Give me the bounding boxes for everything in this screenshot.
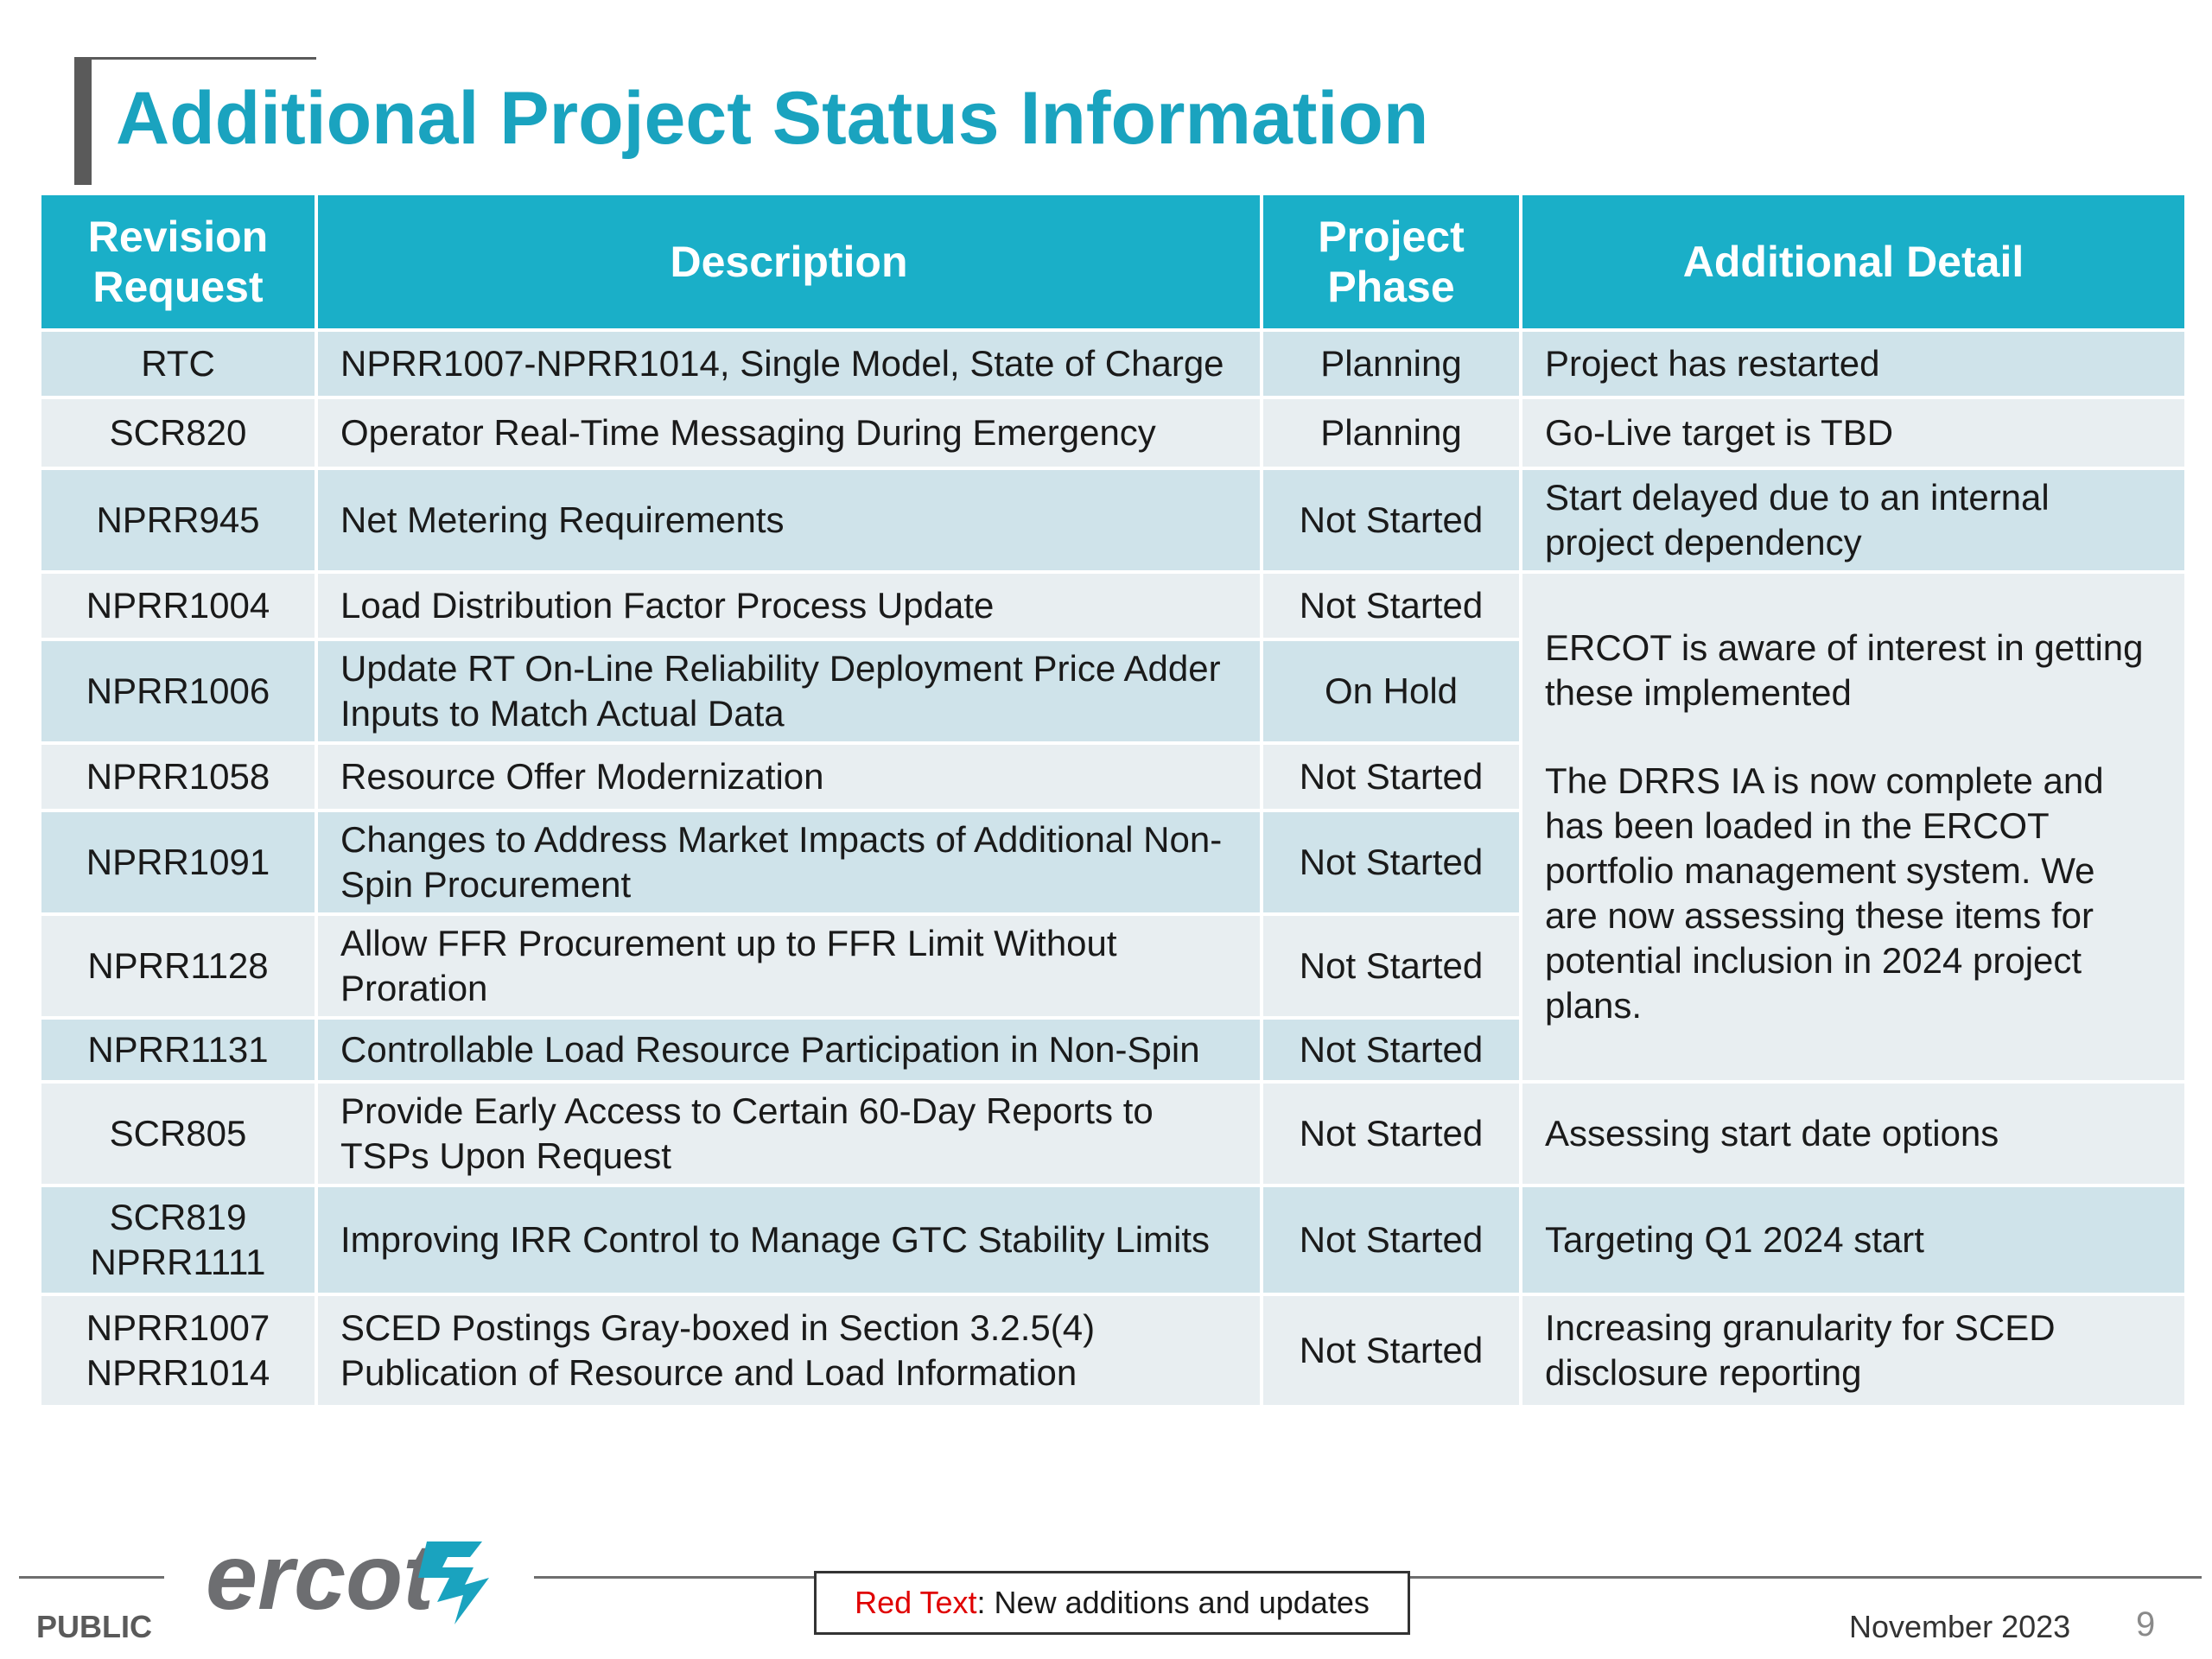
detail-line: plans.: [1545, 985, 1643, 1026]
revision-request-cell: [40, 639, 316, 743]
revision-request-cell: [40, 1082, 316, 1185]
additional-detail-cell: [1521, 1082, 2186, 1185]
description-line: Changes to Address Market Impacts of Additional Non-: [340, 819, 1223, 860]
detail-line: Project has restarted: [1545, 343, 1880, 384]
detail-line: has been loaded in the ERCOT: [1545, 805, 2050, 846]
header-label-line: Description: [670, 238, 908, 286]
detail-line: project dependency: [1545, 522, 1862, 563]
table-row: [40, 1082, 2186, 1185]
description-cell: [316, 1082, 1262, 1185]
project-phase-cell: On Hold: [1262, 639, 1521, 743]
project-phase-cell: Planning: [1262, 397, 1521, 468]
description-line: Proration: [340, 968, 488, 1008]
revision-request-id: NPRR1006: [86, 671, 270, 711]
description-line: Provide Early Access to Certain 60-Day Reports to: [340, 1090, 1154, 1131]
detail-line: ERCOT is aware of interest in getting: [1545, 627, 2144, 668]
header-description: [316, 194, 1262, 330]
description-line: Update RT On-Line Reliability Deployment Price Adder: [340, 648, 1221, 689]
description-cell: [316, 1294, 1262, 1407]
additional-detail-cell: [1521, 1185, 2186, 1294]
revision-request-id: NPRR1004: [86, 585, 270, 626]
description-line: Spin Procurement: [340, 864, 632, 905]
additional-detail-cell: [1521, 397, 2186, 468]
title-accent-left: [74, 57, 92, 185]
revision-request-cell: [40, 1185, 316, 1294]
revision-request-cell: [40, 1018, 316, 1082]
project-phase-cell: Not Started: [1262, 1082, 1521, 1185]
detail-paragraph: [1545, 759, 2162, 1028]
revision-request-cell: [40, 743, 316, 810]
project-phase-cell: Not Started: [1262, 1185, 1521, 1294]
revision-request-cell: [40, 330, 316, 397]
description-line: Load Distribution Factor Process Update: [340, 585, 995, 626]
ercot-logo: [204, 1522, 498, 1635]
revision-request-cell: [40, 572, 316, 639]
project-phase-cell: Not Started: [1262, 1018, 1521, 1082]
header-label-line: Project: [1318, 213, 1465, 261]
project-phase-cell: Not Started: [1262, 1294, 1521, 1407]
footer-date: November 2023: [1849, 1609, 2071, 1644]
table-row: [40, 330, 2186, 397]
additional-detail-merged-cell: [1521, 572, 2186, 1082]
revision-request-id: SCR820: [109, 412, 247, 453]
description-line: Net Metering Requirements: [340, 499, 785, 540]
detail-paragraph: [1545, 626, 2162, 715]
detail-line: Increasing granularity for SCED: [1545, 1307, 2056, 1348]
additional-detail-cell: [1521, 330, 2186, 397]
description-cell: [316, 810, 1262, 914]
project-phase-cell: Planning: [1262, 330, 1521, 397]
project-phase-cell: Not Started: [1262, 572, 1521, 639]
additional-detail-cell: [1521, 468, 2186, 572]
table-row: [40, 468, 2186, 572]
description-line: Allow FFR Procurement up to FFR Limit Without: [340, 923, 1117, 963]
description-cell: [316, 1018, 1262, 1082]
additional-detail-cell: [1521, 1294, 2186, 1407]
description-line: Inputs to Match Actual Data: [340, 693, 785, 734]
description-line: Controllable Load Resource Participation in Non-Spin: [340, 1029, 1200, 1070]
header-label-line: Phase: [1327, 263, 1455, 311]
revision-request-id: NPRR1007: [86, 1307, 270, 1348]
description-cell: [316, 330, 1262, 397]
description-cell: [316, 1185, 1262, 1294]
revision-request-id: NPRR1058: [86, 756, 270, 797]
classification-label: PUBLIC: [36, 1609, 152, 1644]
revision-request-id: NPRR1131: [87, 1029, 269, 1070]
revision-request-id: NPRR1111: [90, 1242, 266, 1282]
description-line: SCED Postings Gray-boxed in Section 3.2.5(4): [340, 1307, 1096, 1348]
header-additional-detail: [1521, 194, 2186, 330]
header-project-phase: [1262, 194, 1521, 330]
description-line: Operator Real-Time Messaging During Emergency: [340, 412, 1156, 453]
description-line: Publication of Resource and Load Information: [340, 1352, 1077, 1393]
table-header-row: [40, 194, 2186, 330]
revision-request-id: SCR819: [109, 1197, 247, 1237]
revision-request-id: RTC: [141, 343, 215, 384]
header-label-line: Request: [92, 263, 264, 311]
description-cell: [316, 914, 1262, 1018]
legend-red-text: Red Text: [855, 1585, 977, 1620]
revision-request-cell: [40, 810, 316, 914]
revision-request-cell: [40, 468, 316, 572]
detail-line: The DRRS IA is now complete and: [1545, 760, 2104, 801]
detail-line: Go-Live target is TBD: [1545, 412, 1894, 453]
header-label-line: Additional Detail: [1682, 238, 2024, 286]
project-phase-cell: Not Started: [1262, 914, 1521, 1018]
table-row: [40, 1294, 2186, 1407]
project-phase-cell: Not Started: [1262, 743, 1521, 810]
revision-request-id: NPRR1091: [86, 842, 270, 882]
description-cell: [316, 468, 1262, 572]
revision-request-id: NPRR945: [96, 499, 260, 540]
detail-line: portfolio management system. We: [1545, 850, 2095, 891]
page-number: 9: [2136, 1605, 2156, 1643]
project-phase-cell: Not Started: [1262, 468, 1521, 572]
revision-request-cell: [40, 1294, 316, 1407]
table-row: [40, 397, 2186, 468]
detail-line: potential inclusion in 2024 project: [1545, 940, 2082, 981]
legend-description: : New additions and updates: [976, 1585, 1370, 1620]
header-label-line: Revision: [87, 213, 269, 261]
detail-line: disclosure reporting: [1545, 1352, 1862, 1393]
revision-request-cell: [40, 914, 316, 1018]
revision-request-id: NPRR1014: [86, 1352, 270, 1393]
description-line: Improving IRR Control to Manage GTC Stability Limits: [340, 1219, 1211, 1260]
table-row: [40, 572, 2186, 639]
detail-line: these implemented: [1545, 672, 1852, 713]
description-line: TSPs Upon Request: [340, 1135, 671, 1176]
page-title: Additional Project Status Information: [116, 77, 1429, 160]
detail-line: Start delayed due to an internal: [1545, 477, 2050, 518]
title-accent-top: [74, 57, 316, 60]
status-table: [38, 192, 2188, 1408]
description-line: Resource Offer Modernization: [340, 756, 824, 797]
revision-request-id: SCR805: [109, 1113, 247, 1154]
revision-request-cell: [40, 397, 316, 468]
detail-line: are now assessing these items for: [1545, 895, 2094, 936]
table-row: [40, 1185, 2186, 1294]
legend-box: [814, 1571, 1410, 1635]
footer-divider-left: [19, 1576, 164, 1579]
ercot-logo-text: ercot: [206, 1524, 435, 1629]
description-cell: [316, 397, 1262, 468]
description-line: NPRR1007-NPRR1014, Single Model, State of Charge: [340, 343, 1224, 384]
revision-request-id: NPRR1128: [87, 945, 269, 986]
project-phase-cell: Not Started: [1262, 810, 1521, 914]
detail-line: Targeting Q1 2024 start: [1545, 1219, 1924, 1260]
description-cell: [316, 639, 1262, 743]
header-revision-request: [40, 194, 316, 330]
description-cell: [316, 572, 1262, 639]
description-cell: [316, 743, 1262, 810]
detail-line: Assessing start date options: [1545, 1113, 1999, 1154]
